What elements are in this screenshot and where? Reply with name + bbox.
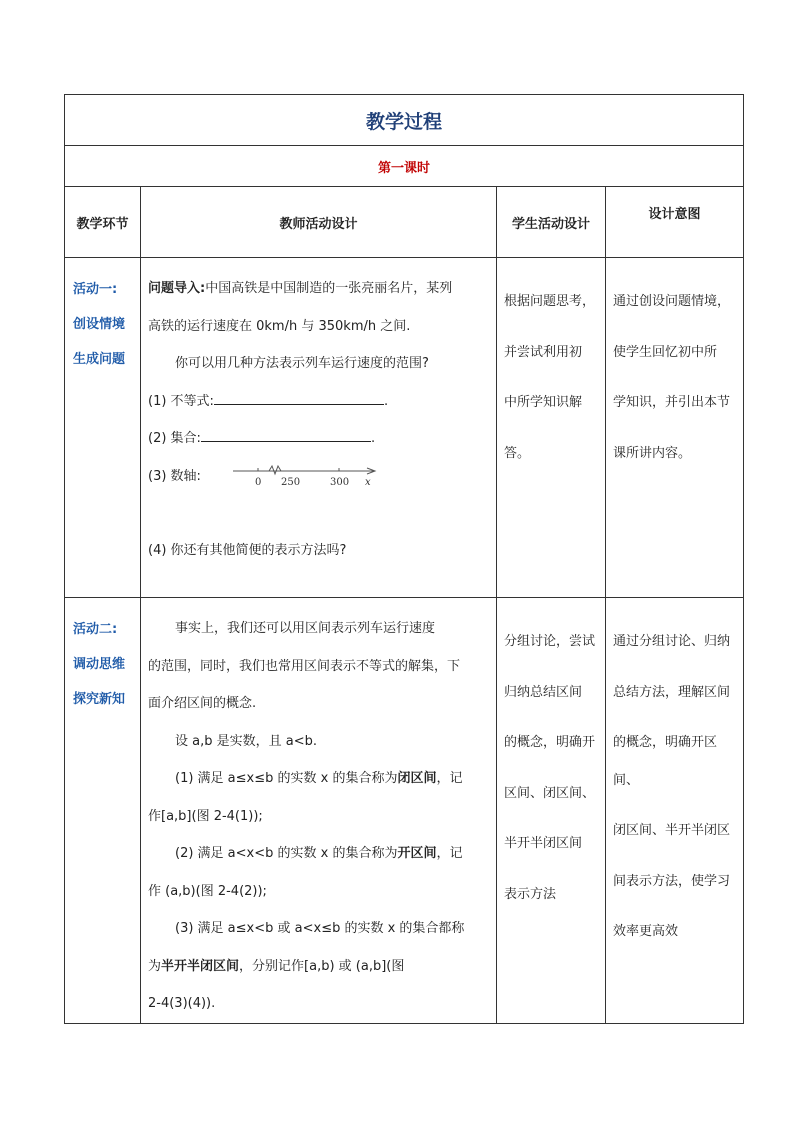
para-line: 2-4(3)(4)). <box>148 996 216 1011</box>
activity1-label-b: 创设情境 <box>73 317 126 332</box>
item-other: (4) 你还有其他简便的表示方法吗? <box>148 543 347 558</box>
halfopen-pre: 为 <box>148 958 162 974</box>
header-stage: 教学环节 <box>65 187 141 258</box>
open-def-tail: ，记 <box>436 846 463 861</box>
para-line: 事实上，我们还可以用区间表示列车运行速度 <box>175 621 436 636</box>
activity2-label <box>65 598 141 1024</box>
open-term: 开区间 <box>397 846 437 861</box>
number-line-diagram <box>231 463 381 489</box>
closed-def-tail: ，记 <box>436 771 463 786</box>
header-intent: 设计意图 <box>606 187 744 258</box>
activity1-label-c: 生成问题 <box>73 352 126 367</box>
activity2-teacher-content <box>141 598 497 1024</box>
student-line: 半开半闭区间 <box>504 836 583 851</box>
question-text: 你可以用几种方法表示列车运行速度的范围? <box>175 356 429 371</box>
intent-line: 通过分组讨论、归纳 <box>613 634 731 649</box>
activity1-student <box>497 258 606 598</box>
tick-250: 250 <box>281 477 301 488</box>
tick-300: 300 <box>330 477 350 488</box>
table-row <box>65 258 744 598</box>
table-title: 教学过程 <box>65 95 744 146</box>
intent-line: 通过创设问题情境， <box>613 294 731 309</box>
activity1-label <box>65 258 141 598</box>
closed-term: 闭区间 <box>397 771 437 786</box>
activity2-label-b: 调动思维 <box>73 657 126 672</box>
axis-var: x <box>365 477 371 488</box>
table-row <box>65 598 744 1024</box>
activity2-student <box>497 598 606 1024</box>
intent-line: 效率更高效 <box>613 924 679 939</box>
intent-line: 总结方法，理解区间 <box>613 684 731 700</box>
intent-line: 间表示方法，使学习 <box>613 873 731 889</box>
intent-line: 学知识，并引出本节 <box>613 395 731 410</box>
student-line: 分组讨论，尝试 <box>504 634 596 649</box>
item-set: (2) 集合: <box>148 431 201 446</box>
set-blank <box>201 427 371 442</box>
student-line: 归纳总结区间 <box>504 684 583 700</box>
student-line: 答。 <box>504 445 531 461</box>
student-line: 根据问题思考， <box>504 294 596 309</box>
para-line: 作[a,b](图 2-4(1)); <box>148 808 263 824</box>
intro-bold: 问题导入: <box>148 281 206 296</box>
para-line: 作 (a,b)(图 2-4(2)); <box>148 883 267 899</box>
activity2-label-c: 探究新知 <box>73 692 126 707</box>
lesson-table <box>64 94 744 1024</box>
activity2-intent <box>606 598 744 1024</box>
student-line: 的概念，明确开 <box>504 735 596 750</box>
intent-line: 使学生回忆初中所 <box>613 344 718 360</box>
student-line: 表示方法 <box>504 886 557 902</box>
item-numberline: (3) 数轴: <box>148 468 201 484</box>
open-def: (2) 满足 a<x<b 的实数 x 的集合称为 <box>175 846 398 861</box>
student-line: 中所学知识解 <box>504 395 583 410</box>
intro-text: 中国高铁是中国制造的一张亮丽名片，某列 <box>205 281 453 296</box>
intent-line: 的概念，明确开区间、 <box>613 735 718 788</box>
activity1-teacher-content: 问题导入:中国高铁是中国制造的一张亮丽名片，某列 高铁的运行速度在 0km/h 与 350km/h 之间. 你可以用几种方法表示列车运行速度的范围? (1) 不等式: . (2) 集合: . (3) 数轴: 0 250 300 x (4) 你还有其他简便的表示方法吗? <box>141 258 497 598</box>
item-inequality: (1) 不等式: <box>148 393 214 409</box>
para-line: 设 a,b 是实数，且 a<b. <box>175 733 317 749</box>
activity2-label-a: 活动二: <box>73 622 118 637</box>
halfopen-tail: ，分别记作[a,b) 或 (a,b](图 <box>239 958 405 974</box>
intro-line2: 高铁的运行速度在 0km/h 与 350km/h 之间. <box>148 318 411 334</box>
period-heading: 第一课时 <box>65 146 744 187</box>
para-line: 面介绍区间的概念. <box>148 696 257 711</box>
axis-break-mark <box>269 466 281 474</box>
header-teacher: 教师活动设计 <box>141 187 497 258</box>
intent-line: 课所讲内容。 <box>613 445 692 461</box>
para-line: 的范围，同时，我们也常用区间表示不等式的解集，下 <box>148 658 461 674</box>
activity1-label-a: 活动一: <box>73 282 118 297</box>
tick-0: 0 <box>255 477 262 488</box>
student-line: 区间、闭区间、 <box>504 785 596 801</box>
closed-def: (1) 满足 a≤x≤b 的实数 x 的集合称为 <box>175 771 398 786</box>
header-student: 学生活动设计 <box>497 187 606 258</box>
intent-line: 闭区间、半开半闭区 <box>613 823 731 838</box>
student-line: 并尝试利用初 <box>504 344 583 360</box>
inequality-blank <box>214 390 384 405</box>
activity1-intent <box>606 258 744 598</box>
halfopen-term: 半开半闭区间 <box>161 958 240 974</box>
para-line: (3) 满足 a≤x<b 或 a<x≤b 的实数 x 的集合都称 <box>175 921 465 936</box>
